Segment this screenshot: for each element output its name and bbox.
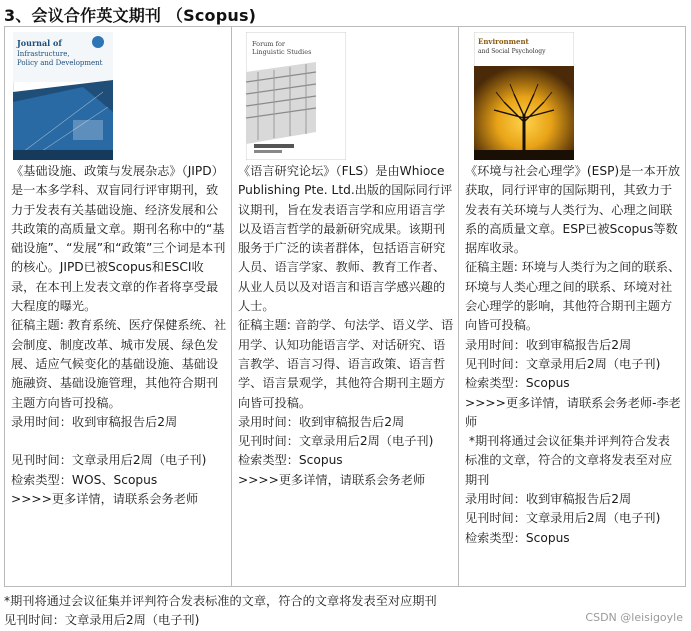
svg-text:Environment: Environment [478,37,529,46]
svg-text:Linguistic Studies: Linguistic Studies [252,48,312,56]
journal-cover-esp [474,32,574,160]
section-heading: 3、会议合作英文期刊 （Scopus) [4,6,257,25]
jipd-cover-image [13,32,113,160]
fls-cover-image [246,32,346,160]
footer-note-1: *期刊将通过会议征集并评判符合发表标准的文章，符合的文章将发表至对应期刊 [4,594,437,608]
svg-text:Policy and Development: Policy and Development [17,59,103,67]
csdn-watermark: CSDN @leisigoyle [585,611,683,624]
journal-description-esp: 《环境与社会心理学》(ESP)是一本开放获取，同行评审的国际期刊，其致力于发表有关环境与人类行为、心理之间联系的高质量文章。ESP已被Scopus等数据库收录。 征稿主题: 环境与人类行为之间的联系、环境与人类心理之间的联系、环境对社会心理学的影响，其他符合期刊主题方向皆可投稿。 录用时间：收到审稿报告后2周 见刊时间：文章录用后2周（电子刊) 检索类型：Scopus >>>>更多详情，请联系会务老师-李老师 *期刊将通过会议征集并评判符合发表标准的文章，符合的文章将发表至对应期刊 录用时间：收到审稿报告后2周 见刊时间：文章录用后2周（电子刊) 检索类型：Scopus [465,164,681,545]
journal-cover-jipd [13,32,113,160]
svg-text:Journal of: Journal of [17,38,62,48]
svg-text:Forum for: Forum for [252,40,286,48]
journal-description-fls: 《语言研究论坛》（FLS）是由Whioce Publishing Pte. Ltd.出版的国际同行评议期刊，旨在发表语言学和应用语言学以及语言哲学的最新研究成果。该期刊服务于广泛的读者群体，包括语言研究人员、语言学家、教师、教育工作者、从业人员以及对语言和语言学感兴趣的人士。 征稿主题: 音韵学、句法学、语义学、语用学、认知功能语言学、对话研究、语言教学、语言习得、语言政策、语言哲学、语言景观学，其他符合期刊主题方向皆可投稿。 录用时间：收到审稿报告后2周 见刊时间：文章录用后2周（电子刊) 检索类型：Scopus >>>>更多详情，请联系会务老师 [238,164,454,487]
journal-cell-fls [232,27,459,586]
journal-cell-jipd [5,27,232,586]
journal-description-jipd: 《基础设施、政策与发展杂志》（JIPD）是一本多学科、双盲同行评审期刊，致力于发表有关基础设施、经济发展和公共政策的高质量文章。期刊名称中的“基础设施”、“发展”和“政策”三个词是本刊的核心。JIPD已被Scopus和ESCI收录，在本刊上发表文章的作者将享受最大程度的曝光。 征稿主题: 教育系统、医疗保健系统、社会制度、制度改革、城市发展、绿色发展、适应气候变化的基础设施、基础设施融资、基础设施管理，其他符合期刊主题方向皆可投稿。 录用时间：收到审稿报告后2周 见刊时间：文章录用后2周（电子刊) 检索类型：WOS、Scopus >>>>更多详情，请联系会务老师 [11,164,227,507]
journal-cell-esp [459,27,685,586]
svg-text:Infrastructure,: Infrastructure, [17,50,70,58]
footer-notes [4,592,437,630]
footer-note-2: 见刊时间：文章录用后2周（电子刊) [4,613,200,627]
journals-table [4,26,686,587]
journal-cover-fls [246,32,346,160]
svg-text:and Social Psychology: and Social Psychology [478,48,546,55]
esp-cover-image [474,32,574,160]
